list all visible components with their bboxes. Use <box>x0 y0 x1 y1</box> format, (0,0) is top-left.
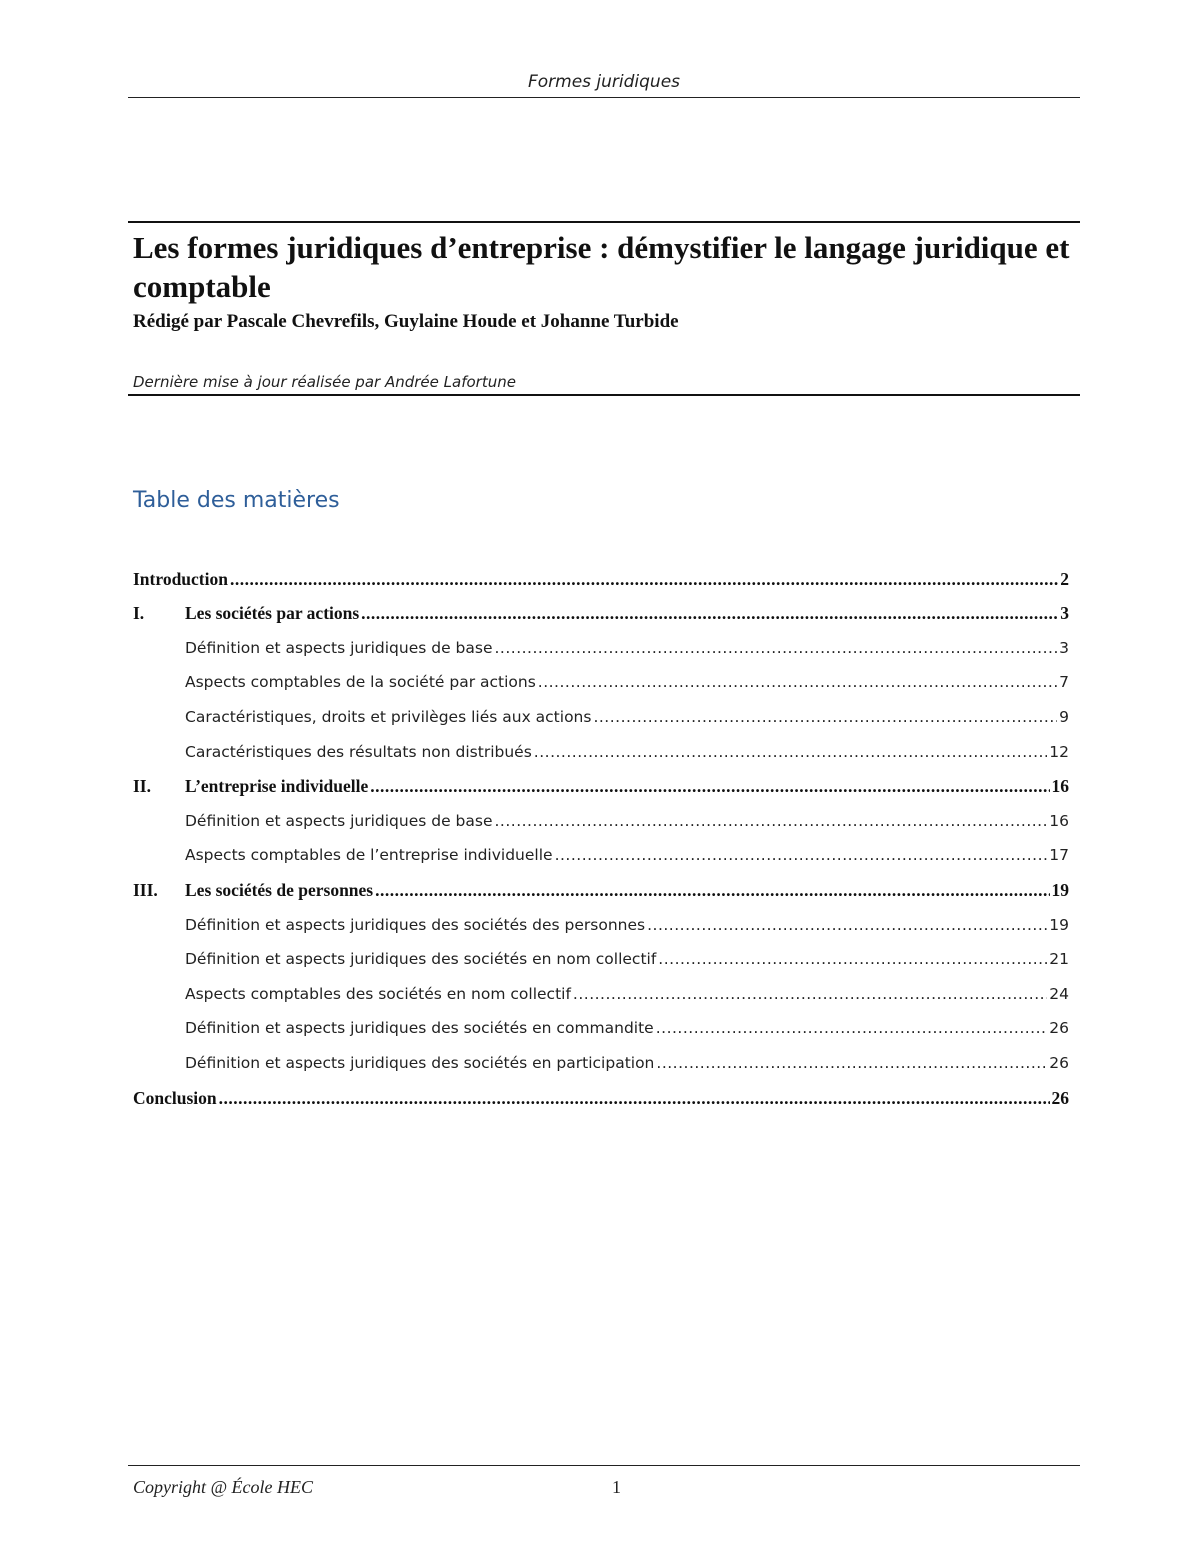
toc-entry-sub[interactable] <box>133 970 1069 1005</box>
toc-dot-leader <box>656 1052 1047 1074</box>
running-header: Formes juridiques <box>527 72 681 92</box>
toc-entry-sub[interactable] <box>133 832 1069 867</box>
footer-rule <box>128 1465 1080 1466</box>
toc-dot-leader <box>361 602 1058 624</box>
toc-entry-introduction[interactable] <box>133 555 1069 590</box>
toc-entry-sub[interactable] <box>133 693 1069 728</box>
toc-entry-label: L’entreprise individuelle <box>185 776 369 797</box>
toc-entry-label: Les sociétés de personnes <box>185 879 374 900</box>
toc-entry-label: Définition et aspects juridiques des sociétés des personnes <box>185 915 646 934</box>
toc-entry-label: Caractéristiques des résultats non distribués <box>185 742 532 761</box>
toc-dot-leader <box>534 741 1047 763</box>
toc-entry-page: 26 <box>1049 1019 1069 1038</box>
toc-dot-leader <box>555 844 1048 866</box>
update-note: Dernière mise à jour réalisée par Andrée Lafortune <box>133 373 516 391</box>
authors-line: Rédigé par Pascale Chevrefils, Guylaine Houde et Johanne Turbide <box>133 311 679 332</box>
toc-entry-entreprise-individuelle[interactable] <box>133 763 1069 798</box>
toc-entry-societes-par-actions[interactable] <box>133 590 1069 625</box>
toc-dot-leader <box>593 706 1057 728</box>
toc-entry-page: 12 <box>1049 742 1069 761</box>
toc-entry-sub[interactable] <box>133 659 1069 694</box>
toc-entry-sub[interactable] <box>133 936 1069 971</box>
toc-entry-label: Définition et aspects juridiques des sociétés en nom collectif <box>185 950 657 969</box>
toc-entry-page: 9 <box>1059 707 1069 726</box>
toc-entry-sub[interactable] <box>133 797 1069 832</box>
document-title: Les formes juridiques d’entreprise : démystifier le langage juridique et comptable <box>133 230 1070 304</box>
toc-dot-leader <box>370 775 1049 797</box>
toc-entry-sub[interactable] <box>133 1039 1069 1074</box>
table-of-contents <box>133 555 1069 1109</box>
toc-entry-label: Aspects comptables des sociétés en nom collectif <box>185 984 571 1003</box>
toc-dot-leader <box>647 914 1047 936</box>
toc-dot-leader <box>375 879 1049 901</box>
toc-entry-sub[interactable] <box>133 901 1069 936</box>
toc-entry-page: 26 <box>1051 1087 1069 1108</box>
toc-dot-leader <box>219 1087 1050 1109</box>
toc-entry-page: 2 <box>1060 568 1069 589</box>
title-top-rule <box>128 221 1080 223</box>
toc-dot-leader <box>494 810 1047 832</box>
toc-entry-number: I. <box>133 603 145 624</box>
toc-entry-page: 3 <box>1060 603 1069 624</box>
toc-dot-leader <box>494 637 1057 659</box>
toc-entry-sub[interactable] <box>133 624 1069 659</box>
toc-entry-sub[interactable] <box>133 728 1069 763</box>
toc-dot-leader <box>573 983 1047 1005</box>
toc-entry-label: Définition et aspects juridiques des sociétés en participation <box>185 1053 655 1072</box>
toc-entry-page: 19 <box>1049 915 1069 934</box>
header-rule <box>128 97 1080 98</box>
toc-entry-label: Définition et aspects juridiques des sociétés en commandite <box>185 1019 654 1038</box>
toc-entry-label: Caractéristiques, droits et privilèges liés aux actions <box>185 707 592 726</box>
toc-entry-label: Définition et aspects juridiques de base <box>185 638 493 657</box>
toc-entry-page: 21 <box>1049 950 1069 969</box>
toc-entry-page: 17 <box>1049 846 1069 865</box>
page-number: 1 <box>612 1477 621 1497</box>
toc-entry-label: Aspects comptables de la société par actions <box>185 673 536 692</box>
toc-dot-leader <box>658 948 1047 970</box>
toc-entry-number: III. <box>133 879 158 900</box>
toc-entry-label: Les sociétés par actions <box>185 603 360 624</box>
toc-entry-page: 26 <box>1049 1053 1069 1072</box>
toc-dot-leader <box>538 671 1057 693</box>
toc-entry-page: 16 <box>1049 811 1069 830</box>
toc-entry-page: 3 <box>1059 638 1069 657</box>
toc-entry-page: 16 <box>1051 776 1069 797</box>
toc-entry-conclusion[interactable] <box>133 1074 1069 1109</box>
toc-entry-label: Introduction <box>133 568 228 589</box>
toc-entry-label: Conclusion <box>133 1087 217 1108</box>
toc-dot-leader <box>656 1017 1048 1039</box>
toc-entry-page: 19 <box>1051 879 1069 900</box>
toc-entry-sub[interactable] <box>133 1005 1069 1040</box>
toc-entry-page: 24 <box>1049 984 1069 1003</box>
toc-dot-leader <box>230 568 1058 590</box>
toc-entry-page: 7 <box>1059 673 1069 692</box>
toc-heading: Table des matières <box>133 488 340 513</box>
toc-entry-label: Aspects comptables de l’entreprise individuelle <box>185 846 553 865</box>
toc-entry-societes-de-personnes[interactable] <box>133 866 1069 901</box>
title-bottom-rule <box>128 394 1080 396</box>
toc-entry-number: II. <box>133 776 151 797</box>
toc-entry-label: Définition et aspects juridiques de base <box>185 811 493 830</box>
footer-copyright: Copyright @ École HEC <box>133 1477 314 1497</box>
